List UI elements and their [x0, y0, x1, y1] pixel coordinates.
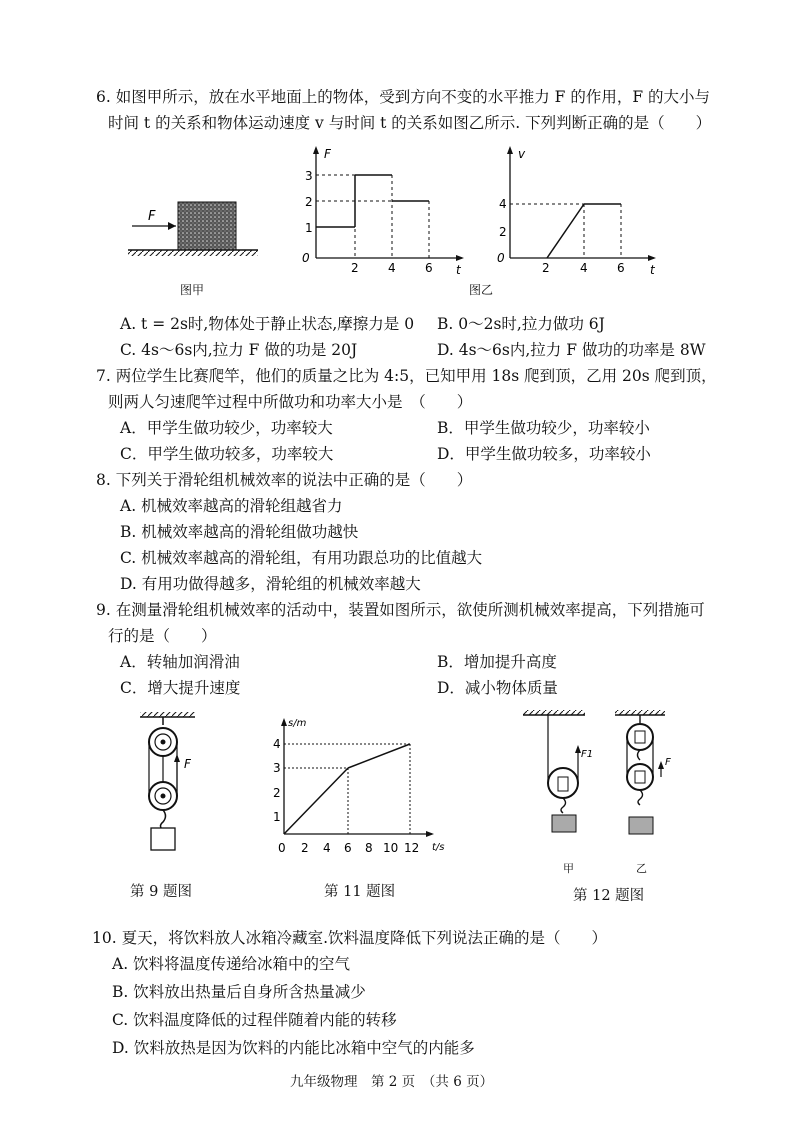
- origin-label: 0: [497, 251, 505, 265]
- fig12-label-yi: 乙: [636, 862, 647, 875]
- fig11-xlabel: t/s: [432, 842, 445, 853]
- ytick-2: 2: [499, 225, 507, 239]
- q8-option-d[interactable]: D. 有用功做得越多，滑轮组的机械效率越大: [120, 575, 421, 593]
- xtick-2: 2: [542, 261, 550, 275]
- origin-label: 0: [302, 251, 310, 265]
- q8-option-c[interactable]: C. 机械效率越高的滑轮组，有用功跟总功的比值越大: [120, 549, 483, 567]
- q10-stem: 10. 夏天，将饮料放人冰箱冷藏室.饮料温度降低下列说法正确的是（ ）: [92, 929, 608, 947]
- xtick-2: 2: [351, 261, 359, 275]
- fig12-pulleys: [515, 705, 685, 855]
- q8-option-a[interactable]: A. 机械效率越高的滑轮组越省力: [120, 497, 343, 515]
- q7-stem-line1: 7. 两位学生比赛爬竿，他们的质量之比为 4:5，已知甲用 18s 爬到顶，乙用 20s 爬到顶，: [96, 367, 717, 385]
- ytick-2: 2: [305, 195, 313, 209]
- fig9-caption: 第 9 题图: [130, 884, 192, 900]
- fig11-ytick-2: 2: [273, 786, 281, 800]
- q7-option-a[interactable]: A．甲学生做功较少，功率较大: [120, 419, 333, 437]
- fig11-series: [284, 744, 410, 834]
- fig11-xtick-2: 2: [301, 841, 309, 855]
- fig11-origin: 0: [278, 841, 286, 855]
- fig12-load-yi: [629, 817, 653, 834]
- q9-option-d[interactable]: D．减小物体质量: [437, 679, 558, 697]
- xtick-4: 4: [580, 261, 588, 275]
- fig11-ytick-3: 3: [273, 761, 281, 775]
- caption-jia: 图甲: [180, 283, 205, 297]
- fig11-xtick-10: 10: [383, 841, 399, 855]
- xtick-6: 6: [425, 261, 433, 275]
- force-label: F: [148, 209, 156, 224]
- fig9-pulley-system: [130, 710, 210, 858]
- xtick-6: 6: [617, 261, 625, 275]
- q9-option-b[interactable]: B．增加提升高度: [437, 653, 557, 671]
- q10-option-c[interactable]: C. 饮料温度降低的过程伴随着内能的转移: [112, 1011, 397, 1029]
- fig11-ylabel: s/m: [288, 718, 307, 729]
- q6-graph-force-time: [296, 140, 471, 280]
- fig12-label-jia: 甲: [563, 862, 574, 875]
- q6-stem-line1: 6. 如图甲所示，放在水平地面上的物体，受到方向不变的水平推力 F 的作用，F 的大小与: [96, 88, 711, 106]
- axis-label-x: t: [650, 263, 655, 277]
- axis-label-y: v: [518, 147, 526, 161]
- q9-stem-line2: 行的是（ ）: [108, 627, 217, 645]
- page-footer: 九年级物理 第 2 页 （共 6 页）: [290, 1074, 494, 1090]
- fig11-caption: 第 11 题图: [324, 884, 396, 900]
- fig11-xtick-8: 8: [365, 841, 373, 855]
- fig11-distance-time-graph: [264, 712, 454, 862]
- q7-option-d[interactable]: D．甲学生做功较多，功率较小: [437, 445, 651, 463]
- fig9-load: [151, 828, 175, 850]
- fig11-ytick-4: 4: [273, 737, 281, 751]
- q6-figure-jia: [118, 180, 268, 290]
- q6-graph-velocity-time: [494, 140, 669, 280]
- q9-option-c[interactable]: C．增大提升速度: [120, 679, 241, 697]
- fig11-xtick-12: 12: [404, 841, 420, 855]
- axis-label-y: F: [324, 147, 331, 161]
- q10-option-b[interactable]: B. 饮料放出热量后自身所含热量减少: [112, 983, 366, 1001]
- caption-yi: 图乙: [469, 283, 494, 297]
- q9-option-a[interactable]: A．转轴加润滑油: [120, 653, 240, 671]
- q6-option-a[interactable]: A. t = 2s时,物体处于静止状态,摩擦力是 0: [120, 315, 415, 333]
- q8-option-b[interactable]: B. 机械效率越高的滑轮组做功越快: [120, 523, 359, 541]
- fig11-xtick-6: 6: [344, 841, 352, 855]
- q7-option-c[interactable]: C．甲学生做功较多，功率较大: [120, 445, 334, 463]
- q10-option-a[interactable]: A. 饮料将温度传递给冰箱中的空气: [112, 955, 351, 973]
- fig9-force-label: F: [184, 757, 191, 771]
- q6-stem-line2: 时间 t 的关系和物体运动速度 v 与时间 t 的关系如图乙所示. 下列判断正确的是（ ）: [108, 114, 712, 132]
- q10-option-d[interactable]: D. 饮料放热是因为饮料的内能比冰箱中空气的内能多: [112, 1039, 475, 1057]
- fig12-caption: 第 12 题图: [573, 888, 645, 904]
- fig12-load-jia: [552, 815, 576, 832]
- q6-option-c[interactable]: C. 4s～6s内,拉力 F 做的功是 20J: [120, 341, 358, 359]
- q7-stem-line2: 则两人匀速爬竿过程中所做功和功率大小是 （ ）: [108, 393, 473, 411]
- q7-option-b[interactable]: B．甲学生做功较少，功率较小: [437, 419, 650, 437]
- q6-option-d[interactable]: D. 4s～6s内,拉力 F 做功的功率是 8W: [437, 341, 706, 359]
- block: [178, 202, 236, 250]
- q8-stem: 8. 下列关于滑轮组机械效率的说法中正确的是（ ）: [96, 471, 473, 489]
- fig11-ytick-1: 1: [273, 810, 281, 824]
- q9-stem-line1: 9. 在测量滑轮组机械效率的活动中，装置如图所示，欲使所测机械效率提高，下列措施可: [96, 601, 705, 619]
- q6-option-b[interactable]: B. 0～2s时,拉力做功 6J: [437, 315, 605, 333]
- fig12-force1-label: F1: [581, 749, 594, 760]
- fig11-xtick-4: 4: [323, 841, 331, 855]
- fig12-force2-label: F: [665, 757, 671, 768]
- ytick-4: 4: [499, 197, 507, 211]
- axis-label-x: t: [456, 263, 461, 277]
- ytick-1: 1: [305, 221, 313, 235]
- ytick-3: 3: [305, 169, 313, 183]
- xtick-4: 4: [388, 261, 396, 275]
